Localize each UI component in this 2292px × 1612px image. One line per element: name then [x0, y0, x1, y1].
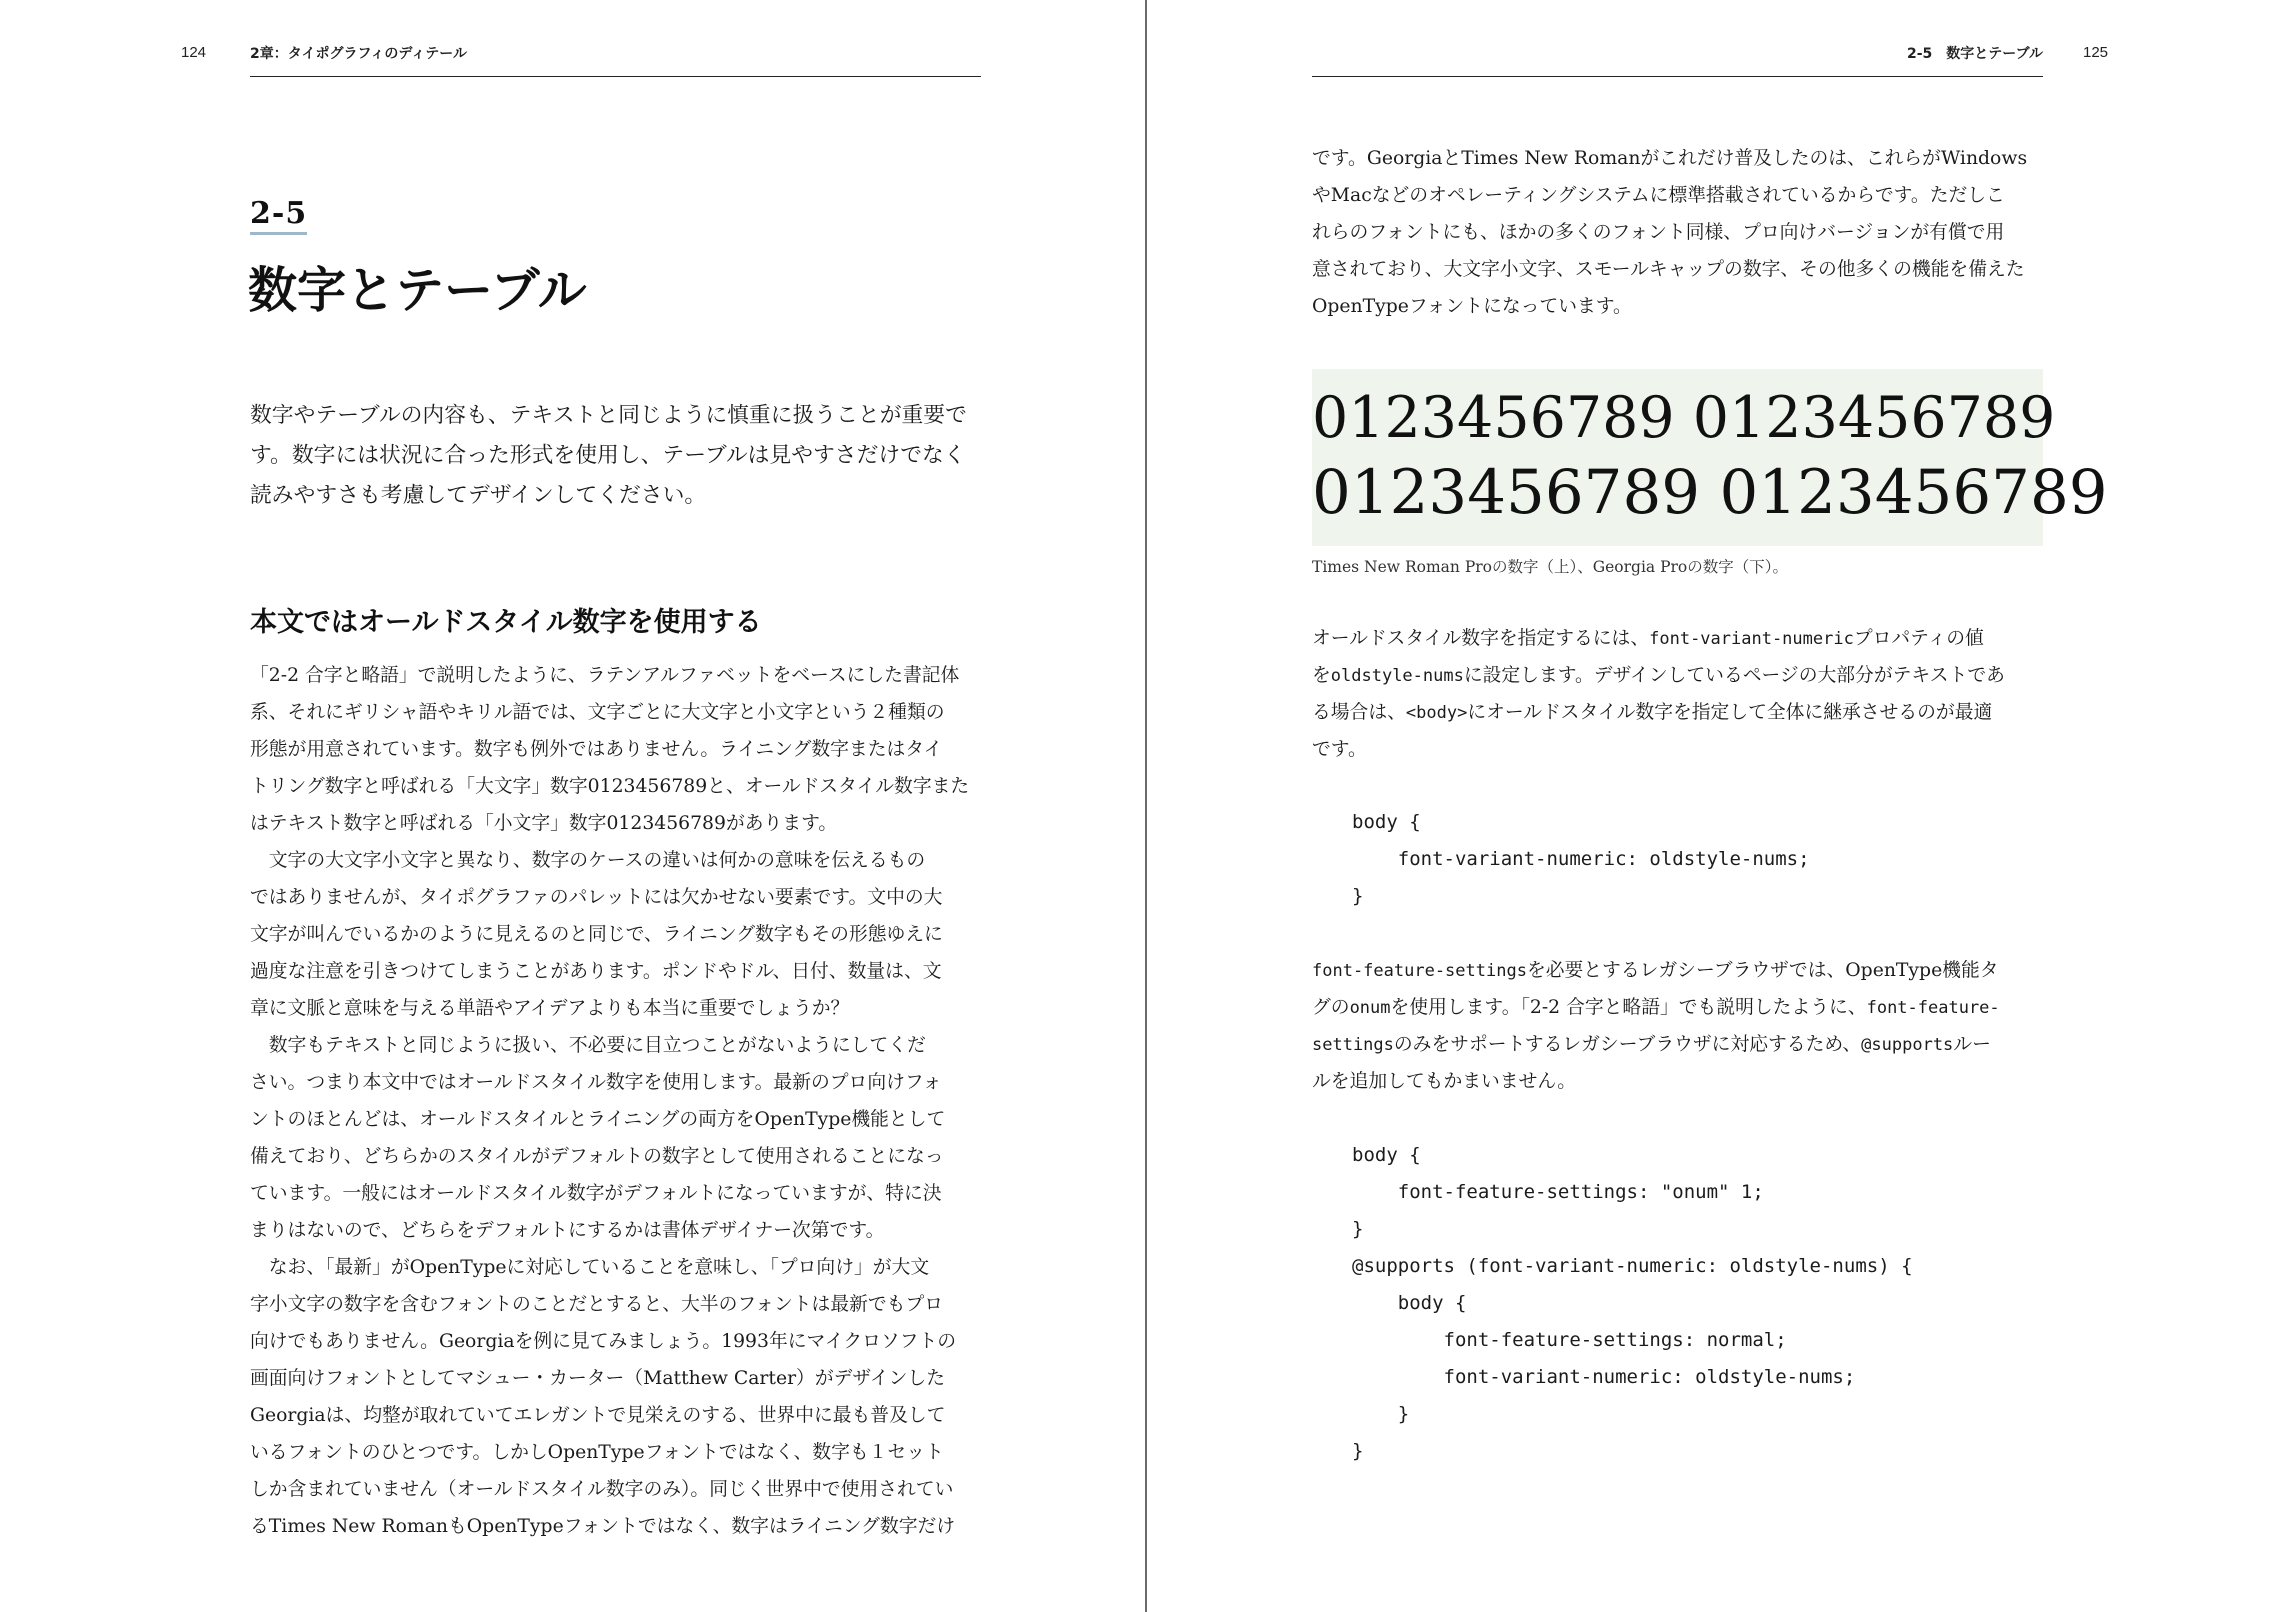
text-run: にオールドスタイル数字を指定して全体に継承させるのが最適 — [1467, 702, 1993, 723]
body-line: まりはないので、どちらをデフォルトにするかは書体デザイナー次第です。 — [250, 1220, 885, 1241]
page-number: 124 — [181, 44, 207, 61]
text-run: に設定します。デザインしているページの大部分がテキストであ — [1463, 665, 2005, 686]
body-line — [1312, 657, 2043, 694]
body-text-mid — [1312, 620, 2043, 768]
body-line: ルを追加してもかまいません。 — [1312, 1071, 1577, 1092]
inline-code: onum — [1349, 998, 1391, 1018]
body-text-lower — [1312, 952, 2043, 1100]
text-run: を使用します。「2-2 合字と略語」でも説明したように、 — [1390, 997, 1867, 1018]
body-line: 系、それにギリシャ語やキリル語では、文字ごとに大文字と小文字という２種類の — [250, 702, 945, 723]
body-text-top — [1312, 140, 2043, 325]
text-run: のみをサポートするレガシーブラウザに対応するため、 — [1393, 1034, 1862, 1055]
lining-numerals: 0123456789 — [1312, 457, 1701, 528]
body-line: しか含まれていません（オールドスタイル数字のみ）。同じく世界中で使用されてい — [250, 1479, 954, 1500]
running-head: 2章：タイポグラフィのディテール — [250, 46, 467, 62]
body-line: さい。つまり本文中ではオールドスタイル数字を使用します。最新のプロ向けフォ — [250, 1072, 942, 1093]
section-number: 2-5 — [250, 196, 307, 235]
body-line: なお、「最新」がOpenTypeに対応していることを意味し、「プロ向け」が大文 — [250, 1257, 930, 1278]
body-text — [250, 657, 981, 1545]
body-line: OpenTypeフォントになっています。 — [1312, 296, 1632, 317]
body-line: 数字もテキストと同じように扱い、不必要に目立つことがないようにしてくだ — [250, 1035, 926, 1056]
body-line: 備えており、どちらかのスタイルがデフォルトの数字として使用されることになっ — [250, 1146, 944, 1167]
body-line: 画面向けフォントとしてマシュー・カーター（Matthew Carter）がデザインした — [250, 1368, 945, 1389]
body-line: れらのフォントにも、ほかの多くのフォント同様、プロ向けバージョンが有償で用 — [1312, 222, 2005, 243]
body-line: 向けでもありません。Georgiaを例に見てみましょう。1993年にマイクロソフトの — [250, 1331, 957, 1352]
lining-numerals: 0123456789 — [1312, 385, 1675, 451]
body-line — [1312, 952, 2043, 989]
body-line: 章に文脈と意味を与える単語やアイデアよりも本当に重要でしょうか？ — [250, 998, 850, 1019]
section-title: 数字とテーブル — [248, 261, 587, 319]
running-head: 2-5 数字とテーブル — [1907, 46, 2044, 62]
body-line — [1312, 694, 2043, 731]
text-run: プロパティの値 — [1853, 628, 1984, 649]
body-line: いるフォントのひとつです。しかしOpenTypeフォントではなく、数字も１セット — [250, 1442, 944, 1463]
body-line-oldstyle: はテキスト数字と呼ばれる「小文字」数字0123456789があります。 — [250, 813, 838, 834]
body-line — [1312, 620, 2043, 657]
body-line: Georgiaは、均整が取れていてエレガントで見栄えのする、世界中に最も普及して — [250, 1405, 946, 1426]
inline-code: font-feature- — [1866, 998, 2000, 1018]
body-line: るTimes New RomanもOpenTypeフォントではなく、数字はライニング数字だけ — [250, 1516, 956, 1537]
inline-code: <body> — [1405, 703, 1468, 723]
inline-code: font-variant-numeric — [1649, 629, 1854, 649]
inline-code: font-feature-settings — [1312, 961, 1527, 981]
code-block: body { font-variant-numeric: oldstyle-nums; } — [1352, 811, 1810, 907]
body-line: です。GeorgiaとTimes New Romanがこれだけ普及したのは、これらがWindows — [1312, 148, 2028, 169]
body-line: ています。一般にはオールドスタイル数字がデフォルトになっていますが、特に決 — [250, 1183, 942, 1204]
body-line — [1312, 989, 2043, 1026]
text-run: る場合は、 — [1312, 702, 1406, 723]
body-line: ントのほとんどは、オールドスタイルとライニングの両方をOpenType機能として — [250, 1109, 946, 1130]
text-run: グの — [1312, 997, 1350, 1018]
text-run: を — [1312, 665, 1331, 686]
inline-code: @supports — [1861, 1035, 1954, 1055]
figure-caption: Times New Roman Proの数字（上）、Georgia Proの数字（下）。 — [1312, 558, 1789, 576]
text-run: ルー — [1953, 1034, 1991, 1055]
text-run: オールドスタイル数字を指定するには、 — [1312, 628, 1650, 649]
body-line: 文字が叫んでいるかのように見えるのと同じで、ライニング数字もその形態ゆえに — [250, 924, 943, 945]
body-line: 文字の大文字小文字と異なり、数字のケースの違いは何かの意味を伝えるもの — [250, 850, 926, 871]
lead-paragraph: 数字やテーブルの内容も、テキストと同じように慎重に扱うことが重要です。数字には状況に合った形式を使用し、テーブルは見やすさだけでなく読みやすさも考慮してデザインしてください。 — [250, 403, 967, 508]
body-line: ではありませんが、タイポグラファのパレットには欠かせない要素です。文中の大 — [250, 887, 943, 908]
inline-code: settings — [1312, 1035, 1394, 1055]
left-page — [0, 0, 1145, 1612]
numerals-figure — [1312, 369, 2108, 546]
body-line: 字小文字の数字を含むフォントのことだとすると、大半のフォントは最新でもプロ — [250, 1294, 944, 1315]
numerals-row-georgia — [1312, 455, 2108, 531]
body-line: 過度な注意を引きつけてしまうことがあります。ポンドやドル、日付、数量は、文 — [250, 961, 942, 982]
body-line: 「2-2 合字と略語」で説明したように、ラテンアルファベットをベースにした書記体 — [250, 665, 960, 686]
oldstyle-numerals: 0123456789 — [1692, 385, 2056, 451]
body-line: トリング数字と呼ばれる「大文字」数字0123456789と、オールドスタイル数字また — [250, 776, 970, 797]
code-block: body { font-feature-settings: "onum" 1; } @supports (font-variant-numeric: oldstyle-nums) { body { font-feature-settings: normal; font-variant-numeric: oldstyle-nums; } } — [1352, 1144, 1913, 1462]
subheading: 本文ではオールドスタイル数字を使用する — [250, 607, 762, 638]
body-line: です。 — [1312, 739, 1367, 760]
inline-code: oldstyle-nums — [1330, 666, 1464, 686]
numerals-row-times — [1312, 383, 2056, 453]
text-run: を必要とするレガシーブラウザでは、OpenType機能タ — [1526, 960, 1999, 981]
oldstyle-numerals: 0123456789 — [1719, 457, 2108, 528]
body-line: 意されており、大文字小文字、スモールキャップの数字、その他多くの機能を備えた — [1312, 259, 2025, 280]
header-rule — [1312, 76, 2043, 77]
body-line — [1312, 1026, 2043, 1063]
body-line: 形態が用意されています。数字も例外ではありません。ライニング数字またはタイ — [250, 739, 943, 760]
header-rule — [250, 76, 981, 77]
page-number: 125 — [2083, 44, 2109, 61]
body-line: やMacなどのオペレーティングシステムに標準搭載されているからです。ただしこ — [1312, 185, 2005, 206]
